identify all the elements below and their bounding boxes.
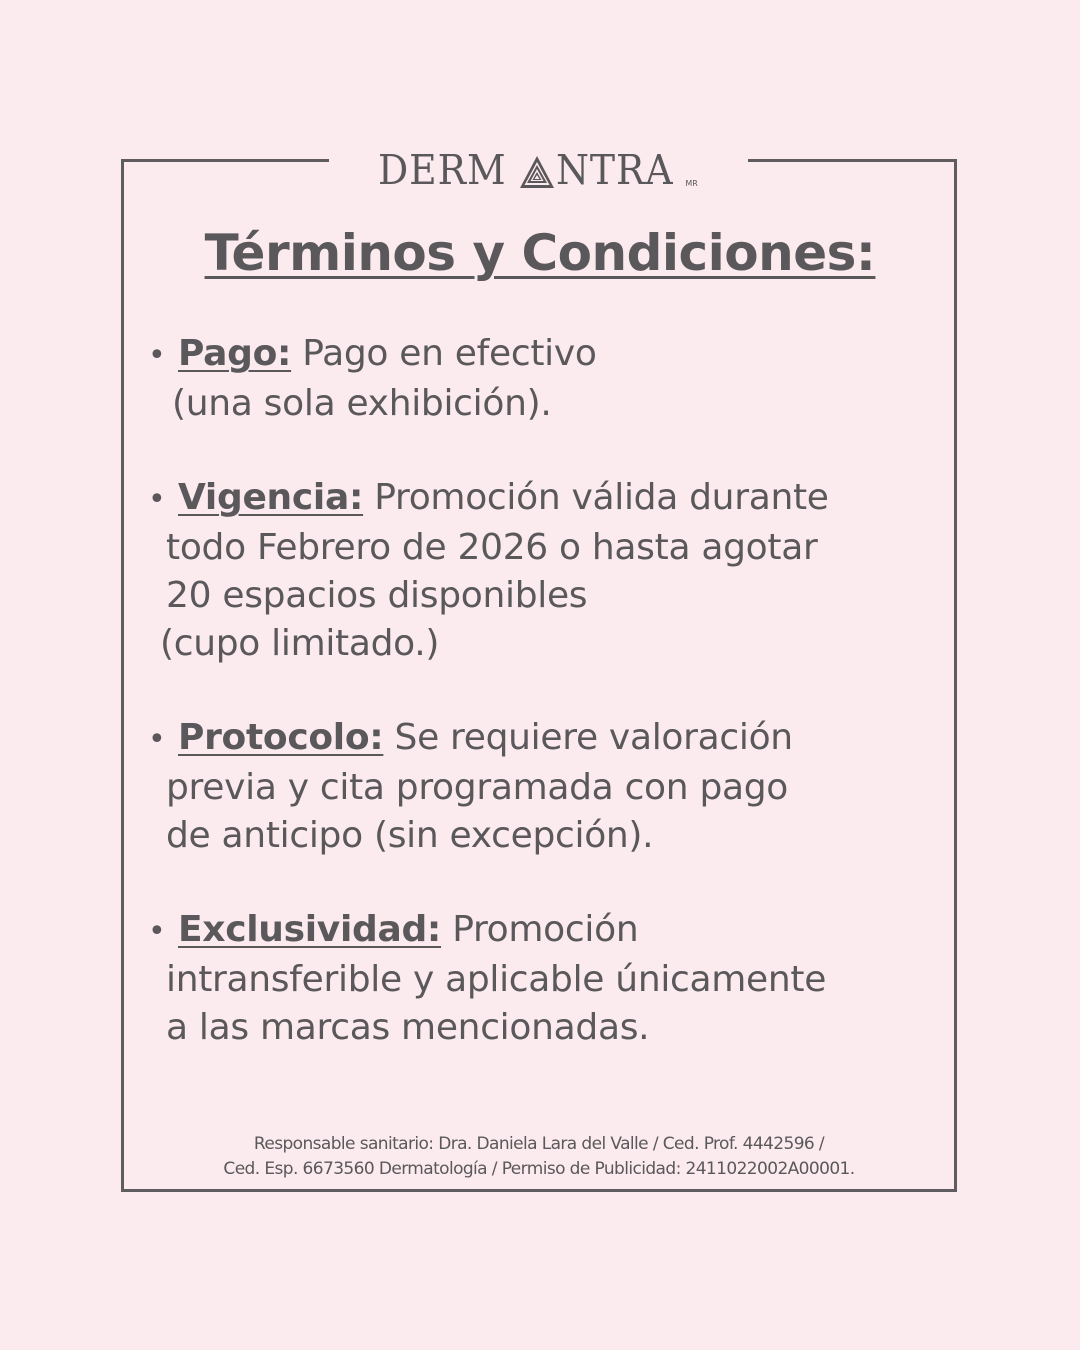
bullet-icon: • [148, 338, 166, 373]
term-label: Vigencia: [178, 477, 364, 518]
term-text: todo Febrero de 2026 o hasta agotar [166, 527, 818, 568]
page-title-text: Términos y Condiciones: [204, 224, 876, 282]
brand-name-left: DERM [378, 146, 507, 194]
term-line [148, 330, 597, 380]
footer-line-2: Ced. Esp. 6673560 Dermatología / Permiso de Publicidad: 2411022002A00001. [223, 1159, 855, 1179]
term-text: (una sola exhibición). [172, 383, 552, 424]
triangle-a-icon [519, 155, 555, 189]
term-item-protocolo [148, 714, 793, 860]
term-line [148, 956, 826, 1004]
term-text: Se requiere valoración [394, 717, 793, 758]
term-line [148, 524, 829, 572]
term-line [148, 1004, 826, 1052]
term-line [148, 620, 829, 668]
term-text: Promoción válida durante [374, 477, 829, 518]
legal-footer [121, 1132, 957, 1182]
term-line [148, 380, 597, 428]
term-line [148, 906, 826, 956]
term-text: de anticipo (sin excepción). [166, 815, 654, 856]
term-text: previa y cita programada con pago [166, 767, 789, 808]
term-line [148, 764, 793, 812]
term-text: 20 espacios disponibles [166, 575, 588, 616]
term-text: intransferible y aplicable únicamente [166, 959, 827, 1000]
term-item-pago [148, 330, 597, 428]
brand-logo [378, 143, 708, 194]
brand-name-right: NTRA [555, 146, 674, 194]
term-label: Exclusividad: [178, 909, 442, 950]
term-line [148, 714, 793, 764]
term-line [148, 812, 793, 860]
term-label: Pago: [178, 333, 292, 374]
term-item-vigencia [148, 474, 829, 668]
bullet-icon: • [148, 722, 166, 757]
term-text: (cupo limitado.) [160, 623, 440, 664]
term-text: a las marcas mencionadas. [166, 1007, 650, 1048]
term-line [148, 474, 829, 524]
trademark-mark: MR [685, 179, 698, 188]
page-title [0, 224, 1080, 282]
bullet-icon: • [148, 482, 166, 517]
footer-line-1: Responsable sanitario: Dra. Daniela Lara del Valle / Ced. Prof. 4442596 / [253, 1134, 825, 1154]
term-line [148, 572, 829, 620]
term-text: Pago en efectivo [302, 333, 597, 374]
bullet-icon: • [148, 914, 166, 949]
term-label: Protocolo: [178, 717, 384, 758]
term-text: Promoción [452, 909, 639, 950]
term-item-exclusividad [148, 906, 826, 1052]
